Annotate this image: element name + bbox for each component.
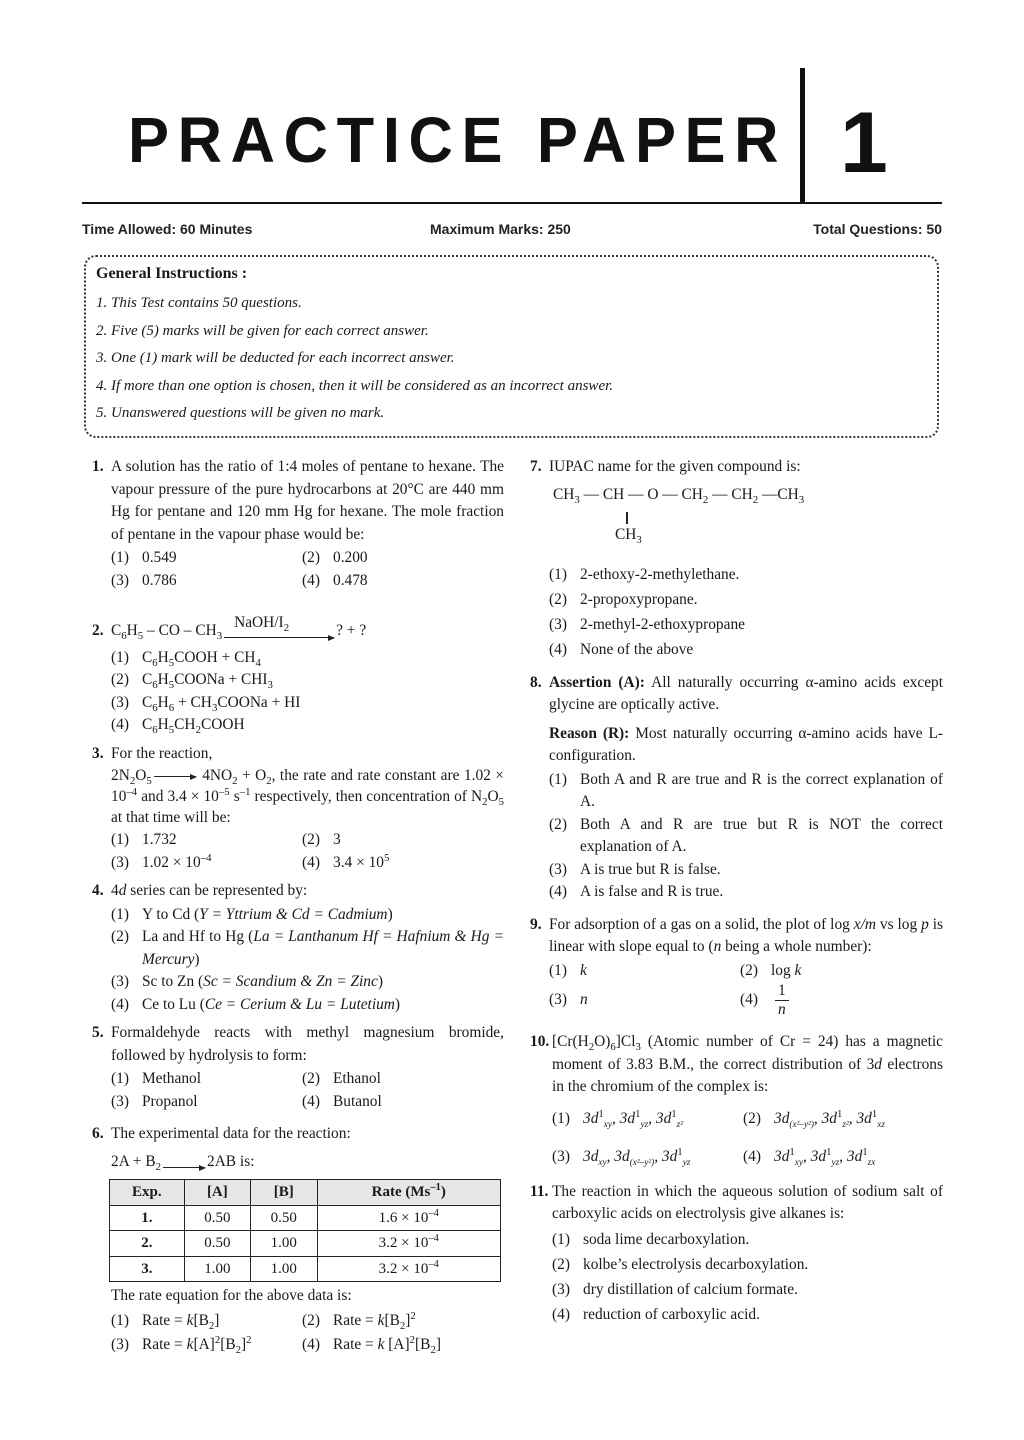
option-1[interactable] bbox=[552, 1227, 943, 1252]
question-number: 9. bbox=[530, 915, 542, 933]
option-number: (2) bbox=[740, 961, 758, 979]
option-number: (1) bbox=[111, 1070, 129, 1087]
option-1[interactable] bbox=[111, 829, 302, 852]
assertion-statement bbox=[549, 672, 943, 717]
product-formula: ? + ? bbox=[336, 622, 367, 639]
reaction-arrow-icon bbox=[154, 767, 196, 777]
total-questions: Total Questions: 50 bbox=[813, 221, 942, 237]
structural-formula bbox=[553, 484, 943, 556]
option-number: (1) bbox=[111, 648, 129, 666]
paper-number: 1 bbox=[840, 95, 888, 191]
option-number: (3) bbox=[111, 693, 129, 711]
table-row bbox=[110, 1256, 501, 1282]
option-text: Butanol bbox=[333, 1092, 382, 1110]
fraction-denominator: n bbox=[778, 1001, 786, 1018]
reaction-arrow-icon bbox=[163, 1158, 205, 1168]
option-number: (4) bbox=[549, 640, 567, 658]
table-cell: 3. bbox=[110, 1256, 185, 1282]
option-2[interactable] bbox=[549, 587, 943, 612]
option-number: (1) bbox=[111, 1311, 129, 1329]
option-3[interactable] bbox=[552, 1145, 743, 1169]
table-cell: 1. bbox=[110, 1205, 185, 1231]
option-3[interactable] bbox=[111, 852, 302, 875]
question-stem: The experimental data for the reaction: bbox=[111, 1125, 351, 1142]
option-2[interactable] bbox=[549, 814, 943, 859]
option-number: (3) bbox=[111, 1092, 129, 1110]
question-1 bbox=[92, 456, 504, 592]
option-text: Sc to Zn (Sc = Scandium & Zn = Zinc) bbox=[142, 973, 383, 990]
question-9 bbox=[530, 914, 943, 1020]
option-3[interactable] bbox=[111, 1333, 302, 1357]
option-text: 3 bbox=[333, 831, 341, 848]
option-number: (3) bbox=[549, 860, 567, 878]
option-text: $3d^1_{xy}$, $3d^1_{yz}$, $3d^1_{z^2}$ bbox=[583, 1107, 684, 1129]
table-cell: $3.2 \times 10^{-4}$ bbox=[317, 1256, 500, 1282]
option-text: reduction of carboxylic acid. bbox=[583, 1305, 760, 1323]
column-header: [A] bbox=[184, 1180, 250, 1206]
option-text: $C_6H_6$ + $CH_3COONa$ + HI bbox=[142, 693, 301, 714]
question-number: 10. bbox=[530, 1033, 550, 1050]
table-header-row bbox=[110, 1180, 501, 1206]
option-number: (4) bbox=[111, 995, 129, 1013]
option-1[interactable] bbox=[552, 1107, 743, 1131]
option-number: (1) bbox=[111, 905, 129, 923]
option-3[interactable] bbox=[549, 859, 943, 882]
option-text: None of the above bbox=[580, 640, 694, 658]
option-text: $3d_{(x^2-y^2)}$, $3d^1_{z^2}$, $3d^1_{xz}$ bbox=[774, 1107, 885, 1129]
reason-statement bbox=[549, 723, 943, 768]
option-number: (3) bbox=[549, 991, 567, 1009]
option-text: Both A and R are true but R is NOT the correct explanation of A. bbox=[580, 815, 943, 855]
stem-text: $4NO_2 + O_2$, the rate and rate constant are $1.02 \times 10^{-4}$ and $3.4 \times 10^{-5}$ $s^{-1}$ respectively, then concentration of $N_2O_5$ at that time will be: bbox=[111, 767, 505, 826]
question-stem: 4d series can be represented by: bbox=[111, 882, 308, 899]
table-cell: 0.50 bbox=[184, 1205, 250, 1231]
option-2[interactable] bbox=[302, 547, 504, 570]
option-4[interactable] bbox=[302, 1333, 504, 1357]
option-1[interactable] bbox=[549, 562, 943, 587]
table-cell: 2. bbox=[110, 1231, 185, 1257]
question-6 bbox=[92, 1123, 504, 1357]
maximum-marks: Maximum Marks: 250 bbox=[430, 221, 571, 237]
option-number: (4) bbox=[302, 1335, 320, 1353]
option-4[interactable] bbox=[549, 881, 943, 904]
option-number: (2) bbox=[302, 831, 320, 848]
instruction-item: 3. One (1) mark will be deducted for each incorrect answer. bbox=[96, 350, 455, 366]
option-number: (4) bbox=[552, 1305, 570, 1323]
assertion-text: All naturally occurring α-amino acids except glycine are optically active. bbox=[549, 673, 944, 713]
option-2[interactable] bbox=[552, 1252, 943, 1277]
right-column bbox=[530, 456, 943, 1333]
instruction-item: 5. Unanswered questions will be given no mark. bbox=[96, 405, 385, 421]
option-4[interactable] bbox=[552, 1302, 943, 1327]
option-number: (3) bbox=[111, 853, 129, 871]
option-number: (3) bbox=[111, 973, 129, 990]
option-text: 0.200 bbox=[333, 549, 368, 566]
question-stem: Formaldehyde reacts with methyl magnesium bromide, followed by hydrolysis to form: bbox=[111, 1024, 504, 1064]
option-text: La and Hf to Hg (La = Lanthanum Hf = Hafnium & Hg = Mercury) bbox=[142, 928, 505, 968]
option-2[interactable] bbox=[302, 1068, 504, 1091]
option-1[interactable] bbox=[549, 769, 943, 814]
reason-label: Reason (R): bbox=[549, 724, 630, 742]
option-4[interactable] bbox=[549, 637, 943, 662]
question-number: 5. bbox=[92, 1024, 104, 1041]
option-text: Ce to Lu (Ce = Cerium & Lu = Lutetium) bbox=[142, 995, 401, 1013]
reactant-formula: $2A + B_2$ bbox=[111, 1152, 161, 1173]
option-text: $C_6H_5COOH + CH_4$ bbox=[142, 648, 261, 669]
question-3 bbox=[92, 743, 504, 875]
option-number: (2) bbox=[302, 1070, 320, 1087]
column-header: Exp. bbox=[110, 1180, 185, 1206]
instruction-item: 1. This Test contains 50 questions. bbox=[96, 295, 302, 311]
option-number: (2) bbox=[549, 590, 567, 608]
option-4[interactable] bbox=[111, 994, 504, 1017]
option-number: (1) bbox=[552, 1230, 570, 1248]
question-11 bbox=[530, 1181, 943, 1327]
option-3[interactable] bbox=[111, 570, 302, 593]
option-2[interactable] bbox=[111, 669, 504, 692]
reason-text: Most naturally occurring α-amino acids have L-configuration. bbox=[549, 724, 943, 764]
option-number: (4) bbox=[743, 1147, 761, 1165]
option-1[interactable] bbox=[549, 960, 740, 983]
option-4[interactable] bbox=[302, 570, 504, 593]
question-number: 1. bbox=[92, 458, 104, 475]
instruction-item: 2. Five (5) marks will be given for each correct answer. bbox=[96, 322, 429, 339]
option-text: Y to Cd (Y = Yttrium & Cd = Cadmium) bbox=[142, 905, 393, 923]
question-number: 7. bbox=[530, 458, 542, 475]
table-cell: $1.6 \times 10^{-4}$ bbox=[317, 1205, 500, 1231]
option-number: (2) bbox=[111, 671, 129, 688]
table-row bbox=[110, 1231, 501, 1257]
option-number: (2) bbox=[549, 815, 567, 833]
question-number: 6. bbox=[92, 1125, 104, 1142]
column-header: [B] bbox=[251, 1180, 317, 1206]
table-cell: 0.50 bbox=[251, 1205, 317, 1231]
option-3[interactable] bbox=[549, 612, 943, 637]
table-cell: 0.50 bbox=[184, 1231, 250, 1257]
question-stem: A solution has the ratio of 1:4 moles of pentane to hexane. The vapour pressure of the pure hydrocarbons at 20°C are 440 mm Hg for pentane and 120 mm Hg for hexane. The mole fraction of pentane in the vapour phase would be: bbox=[111, 458, 504, 543]
option-text: Propanol bbox=[142, 1092, 198, 1110]
option-2[interactable] bbox=[111, 926, 504, 971]
option-3[interactable] bbox=[111, 692, 504, 715]
page-title: PRACTICE PAPER bbox=[128, 104, 788, 176]
table-cell: 1.00 bbox=[251, 1256, 317, 1282]
question-10 bbox=[530, 1031, 943, 1169]
time-allowed: Time Allowed: 60 Minutes bbox=[82, 221, 253, 237]
question-8 bbox=[530, 672, 943, 904]
question-number: 8. bbox=[530, 673, 542, 691]
option-text: n bbox=[580, 991, 588, 1009]
option-number: (4) bbox=[302, 853, 320, 871]
table-row bbox=[110, 1205, 501, 1231]
option-text: A is false and R is true. bbox=[580, 883, 724, 900]
option-text: log k bbox=[771, 961, 802, 979]
option-number: (1) bbox=[552, 1109, 570, 1127]
option-4[interactable] bbox=[740, 982, 943, 1019]
fraction-numerator: 1 bbox=[775, 982, 789, 1001]
question-7 bbox=[530, 456, 943, 662]
option-text: 1.732 bbox=[142, 831, 177, 848]
option-number: (3) bbox=[111, 571, 129, 589]
option-3[interactable] bbox=[111, 971, 504, 994]
option-number: (3) bbox=[549, 615, 567, 633]
option-number: (1) bbox=[549, 770, 567, 788]
option-text: k bbox=[580, 961, 587, 979]
option-text: Ethanol bbox=[333, 1070, 381, 1087]
question-stem: IUPAC name for the given compound is: bbox=[549, 458, 801, 475]
left-column bbox=[92, 456, 504, 1363]
option-text: 0.478 bbox=[333, 571, 368, 589]
table-cell: 1.00 bbox=[251, 1231, 317, 1257]
option-text: A is true but R is false. bbox=[580, 860, 721, 878]
option-text: $C_6H_5CH_2COOH$ bbox=[142, 716, 245, 737]
option-text: Rate = $k[A]^2[B_2]^2$ bbox=[142, 1333, 252, 1356]
table-cell: 1.00 bbox=[184, 1256, 250, 1282]
question-number: 4. bbox=[92, 882, 104, 899]
option-text: $C_6H_5COONa + CHI_3$ bbox=[142, 671, 273, 692]
option-number: (3) bbox=[552, 1280, 570, 1298]
option-number: (1) bbox=[111, 549, 129, 566]
option-text: Rate = k $[A]^2[B_2]$ bbox=[333, 1333, 441, 1356]
product-formula: 2AB is: bbox=[207, 1152, 255, 1170]
question-number: 3. bbox=[92, 744, 104, 762]
assertion-label: Assertion (A): bbox=[549, 673, 645, 691]
option-2[interactable] bbox=[740, 960, 943, 983]
title-divider bbox=[800, 68, 805, 204]
option-number: (2) bbox=[552, 1255, 570, 1273]
option-text: Rate = $k[B_2]^2$ bbox=[333, 1309, 416, 1332]
reactant-formula: $2N_2O_5$ bbox=[111, 767, 152, 788]
option-1[interactable] bbox=[111, 647, 504, 670]
option-2[interactable] bbox=[743, 1107, 943, 1131]
reagent-label: NaOH/$I_2$ bbox=[234, 614, 290, 635]
option-number: (4) bbox=[302, 1092, 320, 1110]
question-4 bbox=[92, 880, 504, 1016]
option-2[interactable] bbox=[302, 829, 504, 852]
option-number: (4) bbox=[302, 571, 320, 589]
option-number: (2) bbox=[111, 928, 129, 945]
option-number: (3) bbox=[552, 1147, 570, 1165]
option-text: 2-methyl-2-ethoxypropane bbox=[580, 615, 745, 633]
question-2 bbox=[92, 606, 504, 737]
option-4[interactable] bbox=[302, 852, 504, 875]
option-3[interactable] bbox=[549, 989, 740, 1012]
reaction-equation bbox=[111, 606, 366, 643]
question-intro: For the reaction, bbox=[111, 744, 213, 762]
option-3[interactable] bbox=[552, 1277, 943, 1302]
question-5 bbox=[92, 1022, 504, 1113]
structure-bond-line bbox=[626, 512, 628, 524]
option-text: $3.4 \times 10^5$ bbox=[333, 851, 390, 871]
question-stem bbox=[111, 765, 504, 828]
reactant-formula: $C_6H_5$ – CO – $CH_3$ bbox=[111, 622, 223, 643]
option-number: (4) bbox=[549, 883, 567, 900]
instruction-item: 4. If more than one option is chosen, then it will be considered as an incorrect answer. bbox=[96, 377, 614, 394]
option-text: $1.02 \times 10^{-4}$ bbox=[142, 851, 212, 871]
option-4[interactable] bbox=[111, 714, 504, 737]
option-1[interactable] bbox=[111, 1309, 302, 1333]
option-4[interactable] bbox=[743, 1145, 943, 1169]
structure-main-chain: $CH_3$ — CH — O — $CH_2$ — $CH_2$ $—CH_3$ bbox=[553, 485, 805, 506]
experimental-data-table bbox=[109, 1179, 501, 1282]
option-text: 0.549 bbox=[142, 549, 177, 566]
option-1[interactable] bbox=[111, 1068, 302, 1091]
option-number: (1) bbox=[111, 831, 129, 848]
option-text: 2-ethoxy-2-methylethane. bbox=[580, 565, 740, 583]
reaction-arrow-icon bbox=[224, 614, 334, 638]
column-header: Rate $(Ms^{-1})$ bbox=[317, 1180, 500, 1206]
instructions-heading: General Instructions : bbox=[96, 265, 248, 282]
option-number: (2) bbox=[302, 549, 320, 566]
header-rule bbox=[82, 202, 942, 204]
table-cell: $3.2 \times 10^{-4}$ bbox=[317, 1231, 500, 1257]
option-text: Both A and R are true and R is the correct explanation of A. bbox=[580, 770, 943, 810]
option-number: (1) bbox=[549, 565, 567, 583]
option-3[interactable] bbox=[111, 1091, 302, 1114]
option-text: kolbe’s electrolysis decarboxylation. bbox=[583, 1255, 809, 1273]
option-1[interactable] bbox=[111, 547, 302, 570]
option-number: (4) bbox=[740, 991, 758, 1009]
option-text: Rate = $k[B_2]$ bbox=[142, 1311, 220, 1332]
question-stem: The reaction in which the aqueous solution of sodium salt of carboxylic acids on electrolysis give alkanes is: bbox=[552, 1182, 943, 1222]
general-instructions-box bbox=[84, 255, 939, 438]
question-followup: The rate equation for the above data is: bbox=[111, 1287, 352, 1304]
option-text: Methanol bbox=[142, 1070, 201, 1087]
option-number: (4) bbox=[111, 716, 129, 733]
reaction-equation bbox=[111, 1151, 254, 1174]
question-number: 11. bbox=[530, 1182, 549, 1200]
structure-branch: $CH_3$ bbox=[615, 525, 642, 546]
option-number: (2) bbox=[302, 1311, 320, 1329]
option-number: (3) bbox=[111, 1335, 129, 1353]
option-text: $3d^1_{xy}$, $3d^1_{yz}$, $3d^1_{zx}$ bbox=[774, 1145, 876, 1167]
question-stem: For adsorption of a gas on a solid, the plot of log x/m vs log p is linear with slope equal to (n being a whole number): bbox=[549, 915, 943, 955]
option-text: 0.786 bbox=[142, 571, 177, 589]
option-number: (2) bbox=[743, 1109, 761, 1127]
option-text: dry distillation of calcium formate. bbox=[583, 1280, 798, 1298]
option-1[interactable] bbox=[111, 904, 504, 927]
option-4[interactable] bbox=[302, 1091, 504, 1114]
option-text: soda lime decarboxylation. bbox=[583, 1230, 750, 1248]
question-stem: $[Cr(H_2O)_6]Cl_3$ (Atomic number of Cr = 24) has a magnetic moment of 3.83 B.M., the correct distribution of 3d electrons in the chromium of the complex is: bbox=[552, 1033, 943, 1095]
option-text: $3d_{xy}$, $3d_{(x^2-y^2)}$, $3d^1_{yz}$ bbox=[583, 1145, 691, 1167]
option-number: (1) bbox=[549, 961, 567, 979]
option-2[interactable] bbox=[302, 1309, 504, 1333]
option-text: 2-propoxypropane. bbox=[580, 590, 698, 608]
question-number: 2. bbox=[92, 622, 104, 639]
fraction bbox=[775, 982, 789, 1019]
